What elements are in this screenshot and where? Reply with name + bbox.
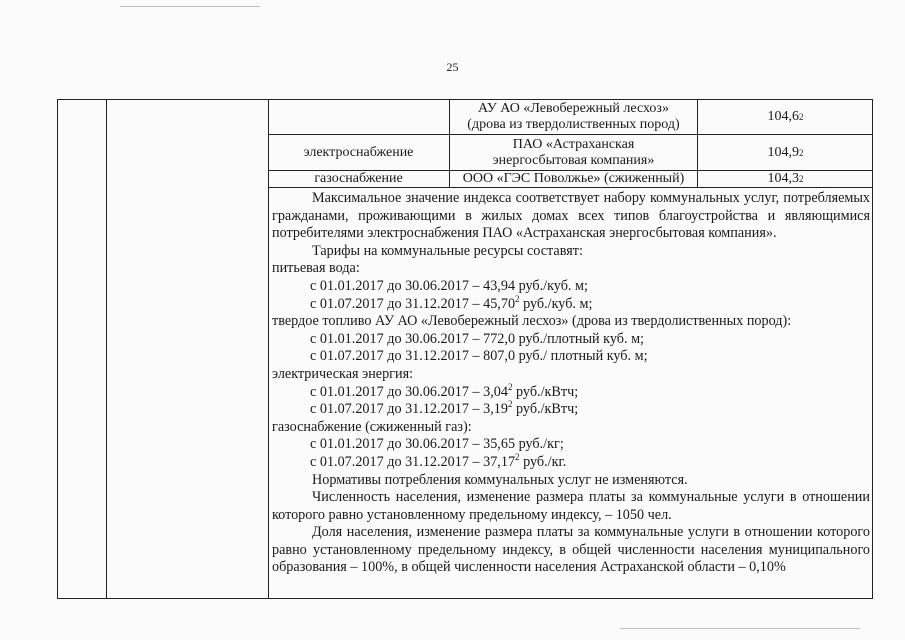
paragraph-population: Численность населения, изменение размера платы за коммунальные услуги в отношении которого равно установленному предельному индексу, – 1050 чел.: [272, 489, 870, 523]
table-row: [268, 171, 873, 188]
tariff-line: с 01.07.2017 до 31.12.2017 – 3,19$^2$ руб./кВтч;: [310, 399, 579, 418]
index-cell: 104,9 2: [697, 135, 873, 170]
tariff-group-label: электрическая энергия:: [272, 365, 414, 382]
index-value: 104,6: [767, 108, 799, 124]
paragraph-max-index: Максимальное значение индекса соответствует набору коммунальных услуг, потребляемых гражданами, проживающими в жилых домах всех типов благоустройства и являющимися потребителями электроснабжения ПАО «Астраханская энергосбытовая компания».: [272, 190, 870, 242]
tariff-line: с 01.01.2017 до 30.06.2017 – 772,0 руб./плотный куб. м;: [310, 330, 644, 347]
tariff-line: с 01.07.2017 до 31.12.2017 – 45,70$^2$ руб./куб. м;: [310, 293, 593, 312]
provider-cell: ООО «ГЭС Поволжье» (сжиженный): [449, 171, 697, 187]
provider-cell: АУ АО «Левобережный лесхоз» (дрова из твердолиственных пород): [449, 99, 697, 134]
paragraph-norms: Нормативы потребления коммунальных услуг не изменяются.: [312, 471, 688, 488]
tariff-line: с 01.01.2017 до 30.06.2017 – 3,04$^2$ руб./кВтч;: [310, 381, 579, 400]
tariff-group-label: питьевая вода:: [272, 260, 360, 277]
tariff-group-label: твердое топливо АУ АО «Левобережный лесхоз» (дрова из твердолиственных пород):: [272, 313, 792, 330]
index-value: 104,9: [767, 144, 799, 160]
table-row: [268, 135, 873, 171]
page-number: 25: [446, 60, 459, 74]
service-cell: электроснабжение: [303, 144, 414, 160]
tariff-group-label: газоснабжение (сжиженный газ):: [272, 418, 472, 435]
scan-artifact: [120, 6, 260, 7]
service-cell: газоснабжение: [314, 171, 403, 186]
column-divider: [106, 99, 107, 599]
index-value: 104,3: [767, 171, 799, 186]
document-body: [272, 190, 870, 577]
index-cell: 104,6 2: [697, 99, 873, 134]
table-row: [268, 99, 873, 135]
provider-cell: ПАО «Астраханская энергосбытовая компания»: [449, 135, 697, 170]
tariff-line: с 01.07.2017 до 31.12.2017 – 37,17$^2$ руб./кг.: [310, 451, 567, 470]
tariff-line: с 01.01.2017 до 30.06.2017 – 35,65 руб./кг;: [310, 436, 564, 453]
service-cell: [268, 99, 449, 134]
paragraph-share: Доля населения, изменение размера платы за коммунальные услуги в отношении которого равно установленному предельному индексу, в общей численности населения муниципального образования – 100%, в общей численности населения Астраханской области – 0,10%: [272, 524, 870, 576]
index-cell: 104,3 2: [697, 171, 873, 187]
tariff-line: с 01.07.2017 до 31.12.2017 – 807,0 руб./ плотный куб. м;: [310, 348, 648, 365]
tariff-line: с 01.01.2017 до 30.06.2017 – 43,94 руб./куб. м;: [310, 277, 588, 294]
scan-artifact: [620, 628, 860, 629]
tariffs-heading: Тарифы на коммунальные ресурсы составят:: [312, 242, 583, 259]
